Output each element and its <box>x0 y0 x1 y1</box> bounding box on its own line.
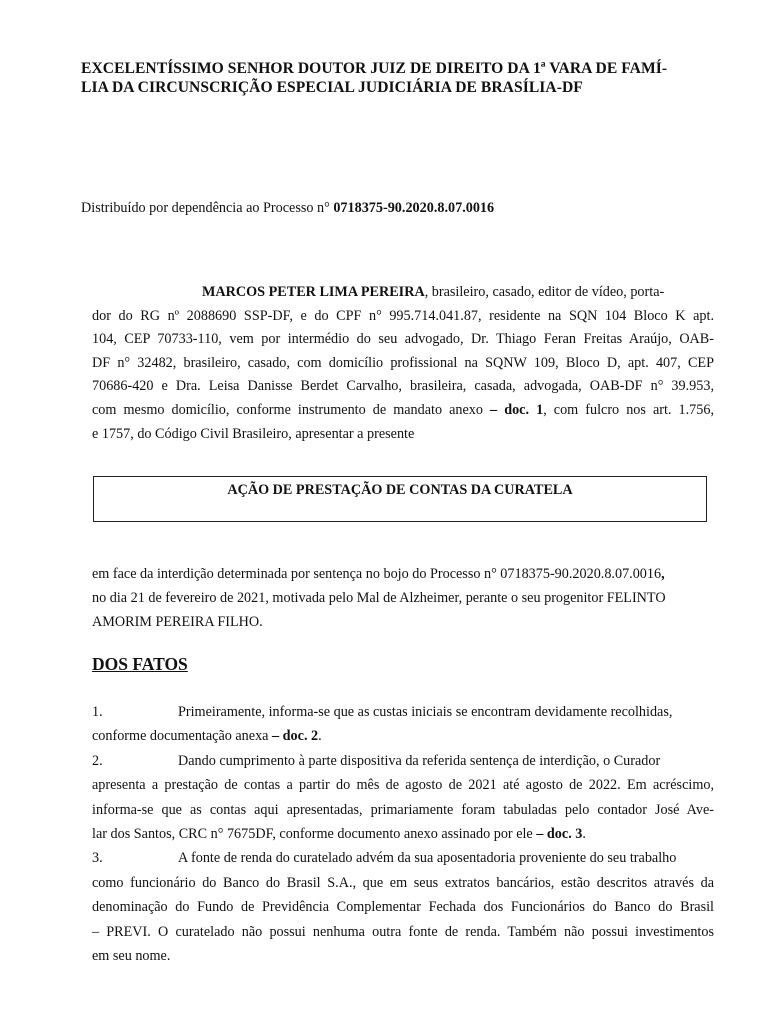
item-1-line-1 <box>92 700 714 724</box>
intro-line-2: dor do RG nº 2088690 SSP-DF, e do CPF n° 995.714.041.87, residente na SQN 104 Bloco K apt. <box>92 307 714 324</box>
doc-1-ref: – doc. 1 <box>490 401 544 418</box>
item-1-end: . <box>318 728 322 745</box>
intro-line-1-text: , brasileiro, casado, editor de vídeo, porta- <box>424 284 665 300</box>
item-1-text-1: Primeiramente, informa-se que as custas iniciais se encontram devidamente recolhidas, <box>178 704 673 720</box>
doc-2-ref: – doc. 2 <box>272 728 319 745</box>
facts-list <box>92 700 714 968</box>
intro-line-5: 70686-420 e Dra. Leisa Danisse Berdet Carvalho, brasileira, casada, advogada, OAB-DF n° 39.953, <box>92 378 714 395</box>
heading-line-1: EXCELENTÍSSIMO SENHOR DOUTOR JUIZ DE DIREITO DA 1ª VARA DE FAMÍ- <box>81 60 668 77</box>
intro-line-4: DF n° 32482, brasileiro, casado, com domicílio profissional na SQNW 109, Bloco D, apt. 407, CEP <box>92 354 714 371</box>
doc-3-ref: – doc. 3 <box>536 826 583 843</box>
item-3-text-4b: . O curatelado não possui nenhuma outra fonte de renda. Também não possui investimentos <box>147 923 714 940</box>
intro-line-3: 104, CEP 70733-110, vem por intermédio do seu advogado, Dr. Thiago Feran Freitas Araújo, OAB- <box>92 331 714 348</box>
context-line-1 <box>92 562 714 586</box>
process-number: 0718375-90.2020.8.07.0016 <box>333 200 495 216</box>
action-title: AÇÃO DE PRESTAÇÃO DE CONTAS DA CURATELA <box>227 482 573 498</box>
item-2-line-1 <box>92 749 714 773</box>
item-2-line-2: apresenta a prestação de contas a partir do mês de agosto de 2021 até agosto de 2022. Em acréscimo, <box>92 777 714 794</box>
intro-line-6-end: , com fulcro nos art. 1.756, <box>543 401 714 418</box>
item-2-line-4 <box>92 822 714 846</box>
context-line-3: AMORIM PEREIRA FILHO. <box>92 614 263 630</box>
item-1-line-2 <box>92 724 714 748</box>
court-address-heading <box>81 59 717 97</box>
intro-line-1 <box>92 281 714 305</box>
plaintiff-name: MARCOS PETER LIMA PEREIRA <box>202 284 425 300</box>
item-2-end: . <box>582 826 586 843</box>
item-2-line-3: informa-se que as contas aqui apresentadas, primariamente foram tabuladas pelo contador José Ave- <box>92 801 714 818</box>
context-line-1-comma: , <box>661 566 665 582</box>
context-line-1-text: em face da interdição determinada por sentença no bojo do Processo n° 0718375-90.2020.8.07.0016 <box>92 566 662 582</box>
item-3-line-1 <box>92 846 714 870</box>
item-3-number: 3. <box>92 850 103 867</box>
distribution-prefix: Distribuído por dependência ao Processo n° <box>81 200 334 216</box>
context-line-2: no dia 21 de fevereiro de 2021, motivada pelo Mal de Alzheimer, perante o seu progenitor FELINTO <box>92 590 666 606</box>
intro-paragraph <box>92 281 714 446</box>
item-2-text-1: Dando cumprimento à parte dispositiva da referida sentença de interdição, o Curador <box>178 752 661 769</box>
item-3-line-2: como funcionário do Banco do Brasil S.A., que em seus extratos bancários, estão descritos através da <box>92 874 714 891</box>
item-3-line-4 <box>92 920 714 944</box>
item-3-line-5: em seu nome. <box>92 948 171 965</box>
intro-line-6-text: com mesmo domicílio, conforme instrumento de mandato anexo <box>92 401 491 418</box>
item-3-text-1: A fonte de renda do curatelado advém da sua aposentadoria proveniente do seu trabalho <box>178 850 677 867</box>
item-3-text-4a: – PREVI <box>92 923 148 940</box>
heading-line-2: LIA DA CIRCUNSCRIÇÃO ESPECIAL JUDICIÁRIA DE BRASÍLIA-DF <box>81 79 583 96</box>
context-paragraph <box>92 562 714 634</box>
intro-line-6 <box>92 399 714 423</box>
intro-line-7: e 1757, do Código Civil Brasileiro, apresentar a presente <box>92 425 415 442</box>
item-3-line-3: denominação do Fundo de Previdência Complementar Fechada dos Funcionários do Banco do Brasil <box>92 899 714 916</box>
item-1-text-2: conforme documentação anexa <box>92 728 273 745</box>
distribution-line <box>81 198 721 218</box>
action-title-box <box>93 476 707 522</box>
item-1-number: 1. <box>92 704 103 720</box>
section-title-facts: DOS FATOS <box>92 654 188 674</box>
item-2-number: 2. <box>92 752 103 769</box>
item-2-text-4: lar dos Santos, CRC n° 7675DF, conforme documento anexo assinado por ele <box>92 826 537 843</box>
